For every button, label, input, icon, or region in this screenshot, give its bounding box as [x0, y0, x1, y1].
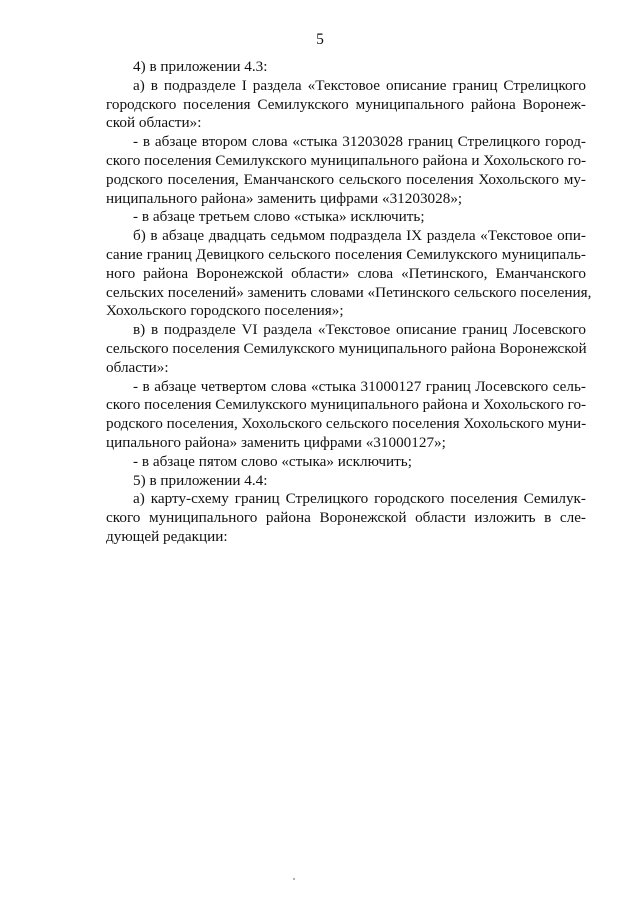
text-line: родского поселения, Еманчанского сельского поселения Хохольского му- — [106, 170, 586, 188]
text-line: в) в подразделе VI раздела «Текстовое описание границ Лосевского — [133, 321, 586, 339]
page-number: 5 — [316, 31, 324, 48]
text-line: ского муниципального района Воронежской области изложить в сле- — [106, 509, 586, 527]
paragraph-item-a-strelitsa — [106, 77, 586, 133]
text-line: ного района Воронежской области» слова «Петинского, Еманчанского — [106, 264, 586, 282]
text-line: а) в подразделе I раздела «Текстовое описание границ Стрелицкого — [133, 76, 586, 94]
text-line: родского поселения, Хохольского сельского поселения Хохольского муни- — [106, 415, 587, 433]
paragraph-fourth-indent-losevo — [106, 378, 586, 453]
text-line: 4) в приложении 4.3: — [133, 58, 268, 75]
paragraph-appendix-4-4 — [106, 472, 586, 491]
text-line: ского поселения Семилукского муниципального района и Хохольского го- — [106, 151, 587, 169]
text-line: ципального района» заменить цифрами «31000127»; — [106, 433, 446, 451]
text-line: - в абзаце втором слова «стыка 31203028 границ Стрелицкого город- — [133, 133, 586, 151]
document-body — [106, 58, 592, 547]
paragraph-item-b-devitsa — [106, 227, 592, 321]
paragraph-fifth-indent-losevo — [106, 453, 586, 472]
text-line: - в абзаце пятом слово «стыка» исключить; — [133, 452, 412, 470]
text-line: области»: — [106, 358, 169, 376]
text-line: 5) в приложении 4.4: — [133, 471, 268, 489]
text-line: сельского поселения Семилукского муниципального района Воронежской — [106, 339, 587, 357]
scan-speck — [293, 878, 295, 880]
text-line: ского поселения Семилукского муниципального района и Хохольского го- — [106, 396, 587, 414]
text-line: б) в абзаце двадцать седьмом подраздела IX раздела «Текстовое опи- — [133, 227, 586, 245]
paragraph-second-indent-strelitsa — [106, 133, 586, 208]
paragraph-item-a-map-scheme — [106, 490, 586, 546]
paragraph-item-v-losevo — [106, 321, 586, 377]
text-line: сельских поселений» заменить словами «Петинского сельского поселения, — [106, 283, 592, 301]
text-line: сание границ Девицкого сельского поселения Семилукского муниципаль- — [106, 245, 586, 263]
text-line: городского поселения Семилукского муниципального района Воронеж- — [106, 95, 586, 113]
text-line: - в абзаце четвертом слова «стыка 31000127 границ Лосевского сель- — [133, 377, 586, 395]
text-line: Хохольского городского поселения»; — [106, 302, 344, 320]
text-line: а) карту-схему границ Стрелицкого городского поселения Семилук- — [133, 490, 586, 508]
paragraph-appendix-4-3 — [106, 58, 586, 77]
text-line: ниципального района» заменить цифрами «31203028»; — [106, 189, 463, 207]
text-line: ской области»: — [106, 114, 202, 132]
text-line: дующей редакции: — [106, 527, 228, 545]
text-line: - в абзаце третьем слово «стыка» исключить; — [133, 208, 425, 226]
paragraph-third-indent-strelitsa — [106, 208, 586, 227]
